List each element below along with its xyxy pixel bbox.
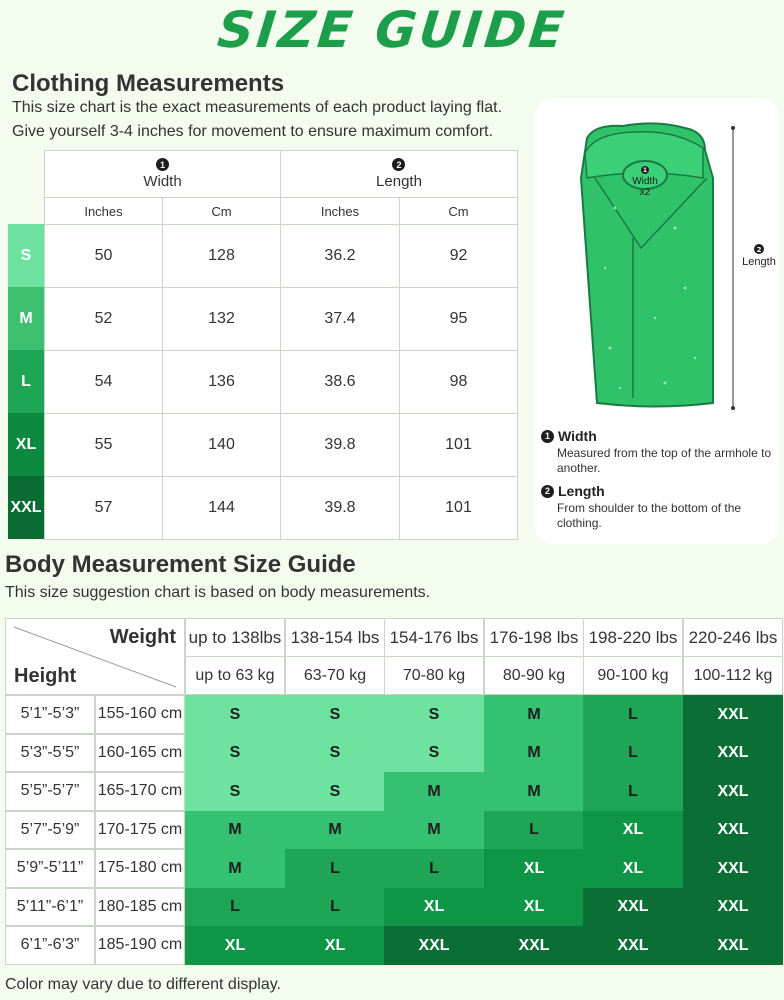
footer-note: Color may vary due to different display. [5, 976, 281, 993]
weight-kg-header: 63-70 kg [285, 656, 385, 695]
weight-lbs-header: 198-220 lbs [583, 618, 683, 657]
body-heading: Body Measurement Size Guide [5, 551, 356, 578]
clothing-heading: Clothing Measurements [12, 70, 285, 97]
height-ft-cell: 5’3”-5’5” [5, 734, 95, 773]
recommended-size-cell: L [583, 695, 683, 734]
height-cm-cell: 155-160 cm [95, 695, 185, 734]
recommended-size-cell: S [285, 734, 385, 773]
weight-label: Weight [109, 626, 176, 648]
weight-lbs-header: 220-246 lbs [683, 618, 783, 657]
recommended-size-cell: S [185, 772, 285, 811]
illus-length-label: Length [742, 256, 776, 268]
recommended-size-cell: M [185, 811, 285, 850]
clothing-desc-1: This size chart is the exact measurements of each product laying flat. [12, 99, 503, 116]
measurement-cell: 54 [44, 350, 163, 414]
recommended-size-cell: L [484, 811, 584, 850]
garment-illustration-card [535, 98, 779, 544]
height-ft-cell: 5’1”-5’3” [5, 695, 95, 734]
recommended-size-cell: XL [384, 888, 484, 927]
page-title: SIZE GUIDE [214, 1, 570, 59]
unit-header: Inches [280, 197, 400, 225]
measurement-cell: 38.6 [280, 350, 400, 414]
height-ft-cell: 5’9”-5’11” [5, 849, 95, 888]
height-cm-cell: 175-180 cm [95, 849, 185, 888]
recommended-size-cell: XXL [683, 772, 783, 811]
measurement-cell: 57 [44, 476, 163, 540]
size-label: M [8, 287, 44, 350]
weight-kg-header: 70-80 kg [384, 656, 484, 695]
recommended-size-cell: L [583, 772, 683, 811]
height-ft-cell: 5’11”-6’1” [5, 888, 95, 927]
illus-width-mult: x2 [639, 187, 651, 198]
measurement-cell: 39.8 [280, 413, 400, 477]
recommended-size-cell: XL [484, 849, 584, 888]
svg-text:2: 2 [756, 246, 762, 254]
recommended-size-cell: M [285, 811, 385, 850]
legend-width: 1 Width Measured from the top of the armhole to another. [541, 428, 771, 476]
recommended-size-cell: XL [185, 926, 285, 965]
measurement-cell: 101 [399, 476, 518, 540]
recommended-size-cell: L [583, 734, 683, 773]
recommended-size-cell: S [384, 695, 484, 734]
recommended-size-cell: M [484, 734, 584, 773]
body-desc: This size suggestion chart is based on body measurements. [5, 584, 431, 601]
length-header: 2 Length [280, 150, 518, 198]
recommended-size-cell: S [285, 772, 385, 811]
height-ft-cell: 5’7”-5’9” [5, 811, 95, 850]
measurement-cell: 36.2 [280, 224, 400, 288]
svg-text:1: 1 [642, 167, 648, 174]
measurement-cell: 95 [399, 287, 518, 351]
recommended-size-cell: S [384, 734, 484, 773]
measurement-cell: 52 [44, 287, 163, 351]
width-header: 1 Width [44, 150, 281, 198]
recommended-size-cell: L [384, 849, 484, 888]
weight-lbs-header: 154-176 lbs [384, 618, 484, 657]
recommended-size-cell: L [285, 849, 385, 888]
measurement-cell: 50 [44, 224, 163, 288]
recommended-size-cell: L [285, 888, 385, 927]
corner-header [5, 618, 185, 695]
weight-kg-header: 80-90 kg [484, 656, 584, 695]
weight-lbs-header: up to 138lbs [185, 618, 285, 657]
height-ft-cell: 5’5”-5’7” [5, 772, 95, 811]
badge-2-icon: 2 [541, 485, 554, 498]
clothing-table [8, 150, 518, 539]
recommended-size-cell: M [384, 811, 484, 850]
weight-kg-header: 100-112 kg [683, 656, 783, 695]
recommended-size-cell: XXL [384, 926, 484, 965]
recommended-size-cell: XXL [683, 695, 783, 734]
recommended-size-cell: M [484, 695, 584, 734]
sleeping-bag-illustration [535, 98, 779, 544]
measurement-cell: 101 [399, 413, 518, 477]
measurement-cell: 92 [399, 224, 518, 288]
size-label: S [8, 224, 44, 287]
clothing-desc-2: Give yourself 3-4 inches for movement to ensure maximum comfort. [12, 123, 494, 140]
badge-1-icon: 1 [541, 430, 554, 443]
height-label: Height [14, 665, 77, 687]
recommended-size-cell: XXL [683, 888, 783, 927]
height-cm-cell: 170-175 cm [95, 811, 185, 850]
recommended-size-cell: XXL [683, 811, 783, 850]
recommended-size-cell: M [484, 772, 584, 811]
unit-header: Cm [399, 197, 518, 225]
measurement-cell: 39.8 [280, 476, 400, 540]
legend-length: 2 Length From shoulder to the bottom of the clothing. [541, 483, 784, 531]
measurement-cell: 144 [162, 476, 281, 540]
height-ft-cell: 6’1”-6’3” [5, 926, 95, 965]
measurement-cell: 132 [162, 287, 281, 351]
recommended-size-cell: S [285, 695, 385, 734]
weight-lbs-header: 138-154 lbs [285, 618, 385, 657]
recommended-size-cell: XL [285, 926, 385, 965]
height-cm-cell: 160-165 cm [95, 734, 185, 773]
recommended-size-cell: XL [583, 849, 683, 888]
measurement-cell: 128 [162, 224, 281, 288]
recommended-size-cell: XXL [683, 926, 783, 965]
measurement-cell: 136 [162, 350, 281, 414]
size-label: XXL [8, 476, 44, 539]
recommended-size-cell: XL [583, 811, 683, 850]
unit-header: Cm [162, 197, 281, 225]
recommended-size-cell: XL [484, 888, 584, 927]
recommended-size-cell: XXL [583, 926, 683, 965]
height-cm-cell: 165-170 cm [95, 772, 185, 811]
measurement-cell: 98 [399, 350, 518, 414]
measurement-cell: 140 [162, 413, 281, 477]
weight-kg-header: up to 63 kg [185, 656, 285, 695]
height-cm-cell: 185-190 cm [95, 926, 185, 965]
recommended-size-cell: XXL [484, 926, 584, 965]
recommended-size-cell: M [185, 849, 285, 888]
size-label: L [8, 350, 44, 413]
recommended-size-cell: L [185, 888, 285, 927]
badge-2-icon: 2 [392, 158, 405, 171]
size-label: XL [8, 413, 44, 476]
recommended-size-cell: XXL [683, 734, 783, 773]
height-cm-cell: 180-185 cm [95, 888, 185, 927]
body-size-table [5, 618, 784, 965]
measurement-cell: 37.4 [280, 287, 400, 351]
unit-header: Inches [44, 197, 163, 225]
recommended-size-cell: M [384, 772, 484, 811]
badge-1-icon: 1 [156, 158, 169, 171]
recommended-size-cell: S [185, 734, 285, 773]
illus-width-label: Width [632, 176, 658, 187]
weight-kg-header: 90-100 kg [583, 656, 683, 695]
recommended-size-cell: XXL [583, 888, 683, 927]
recommended-size-cell: XXL [683, 849, 783, 888]
recommended-size-cell: S [185, 695, 285, 734]
measurement-cell: 55 [44, 413, 163, 477]
weight-lbs-header: 176-198 lbs [484, 618, 584, 657]
